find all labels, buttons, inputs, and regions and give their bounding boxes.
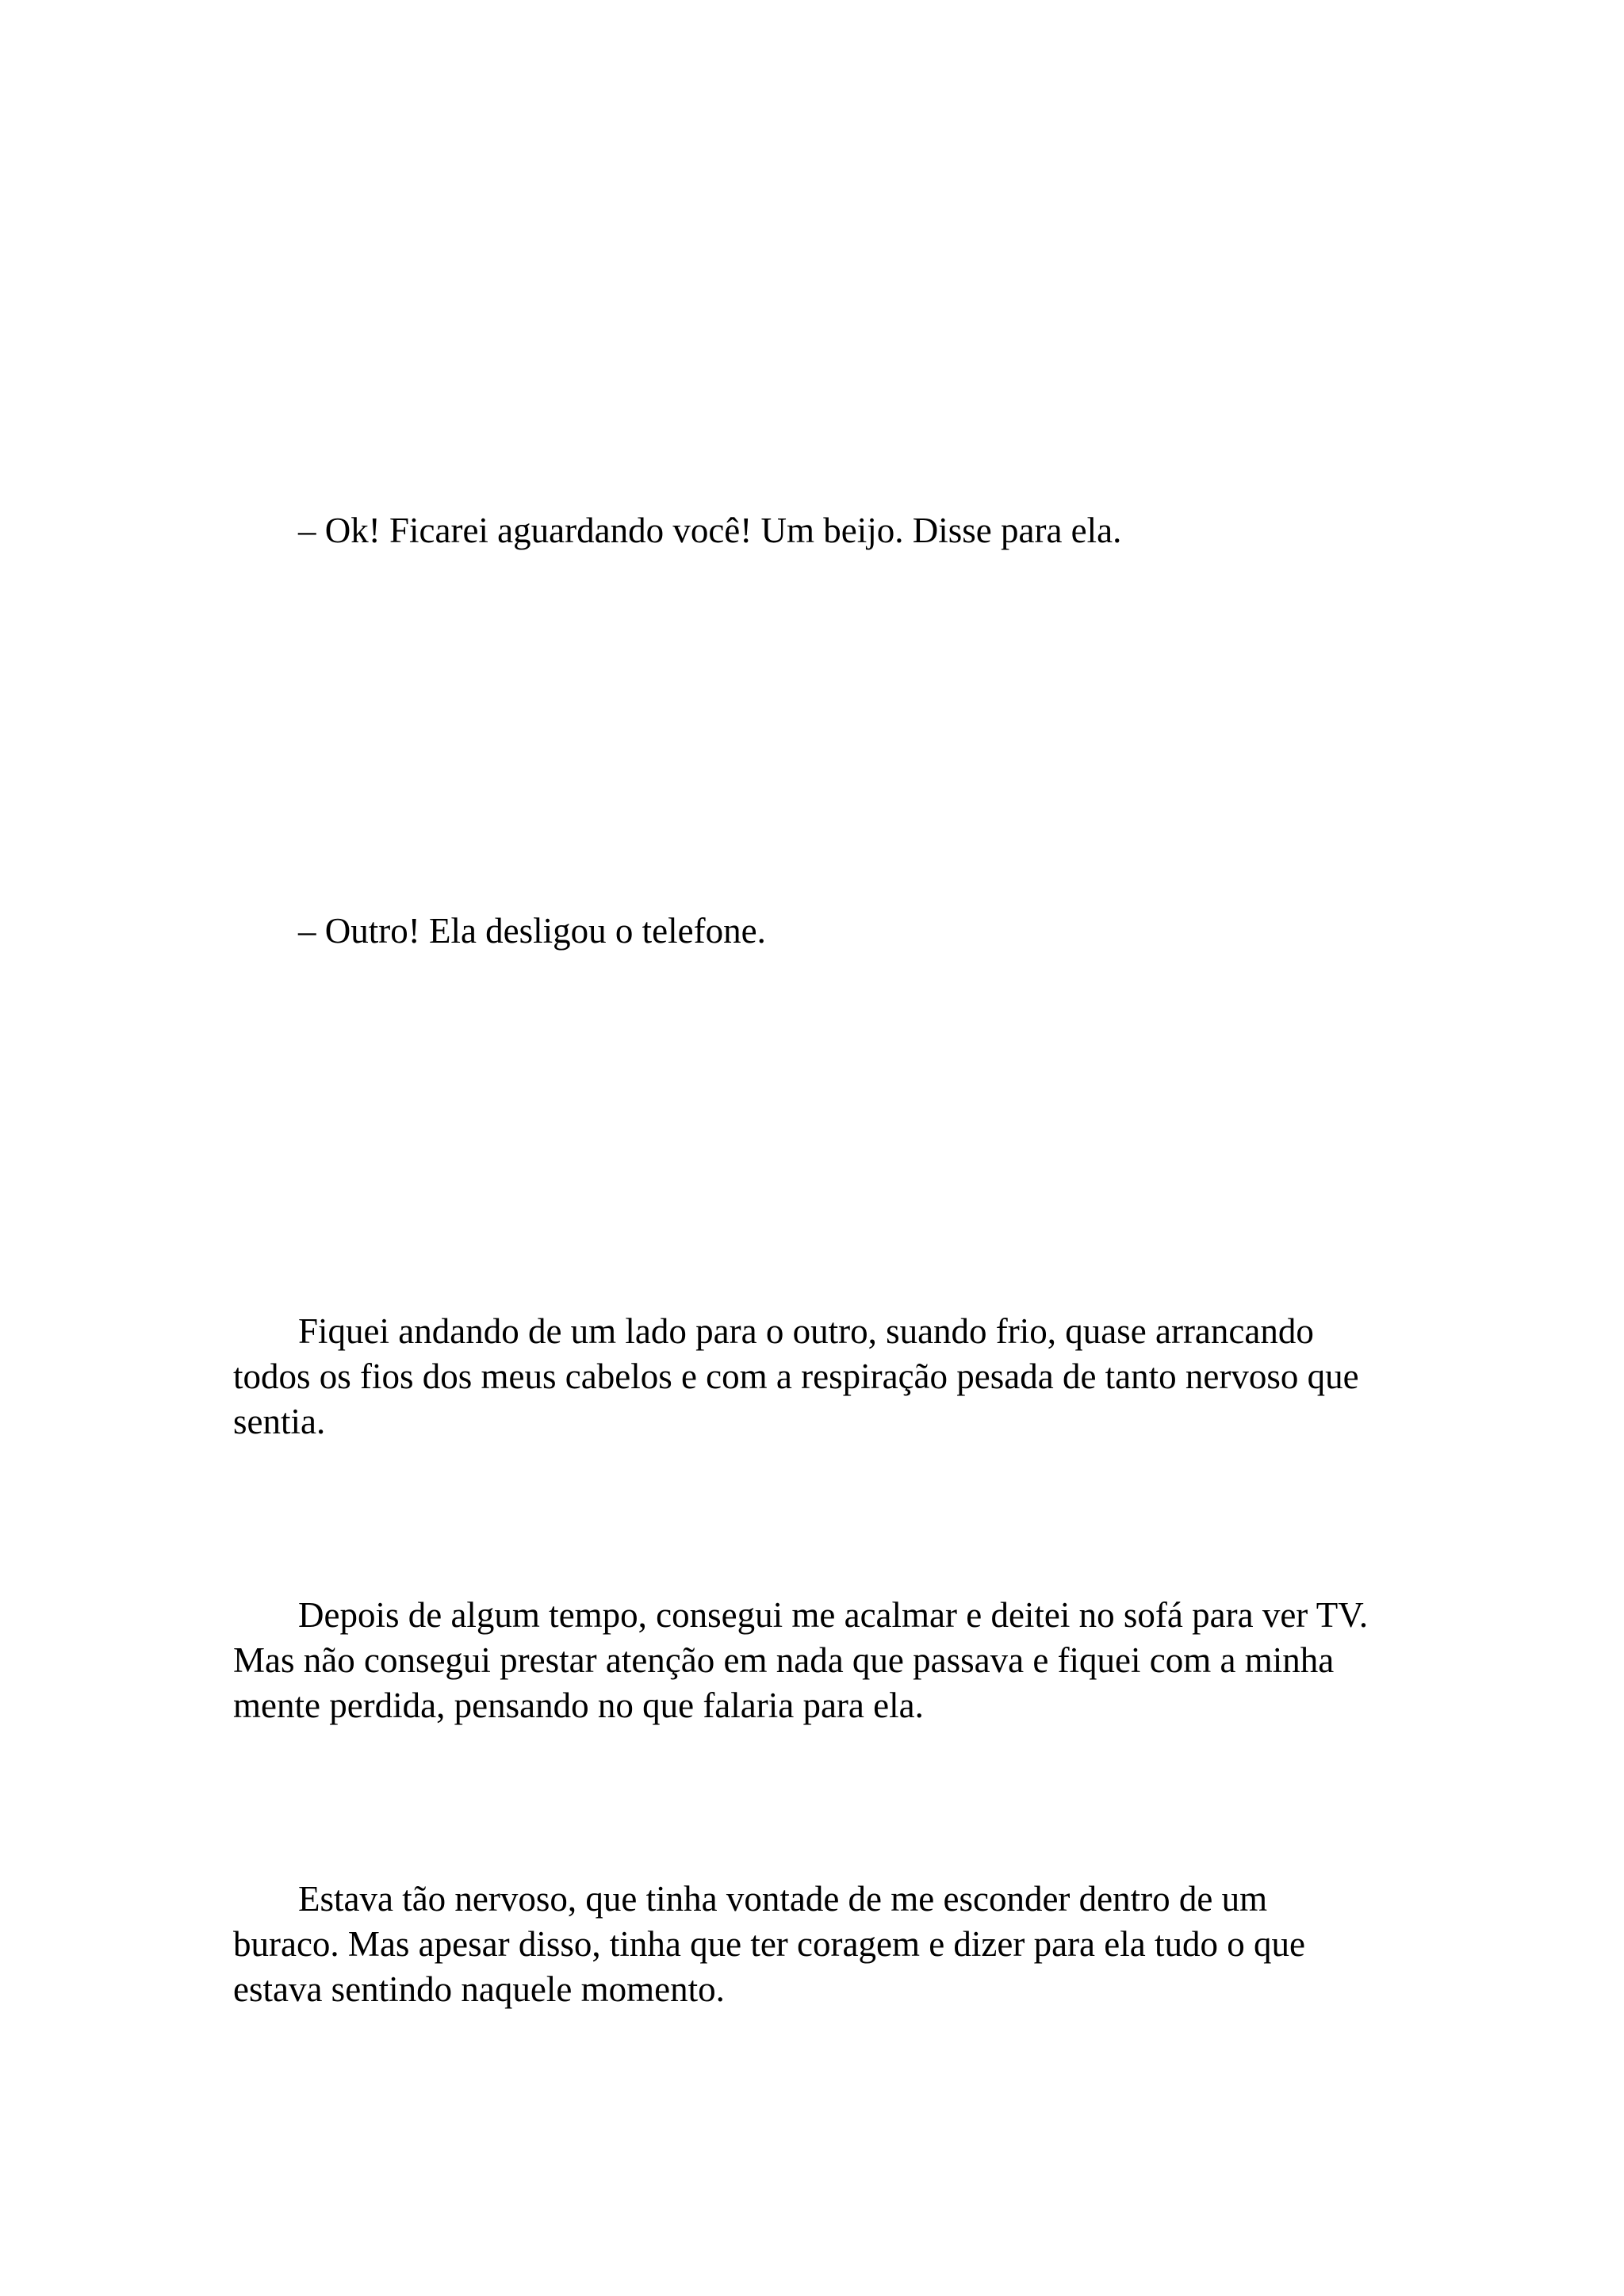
paragraph-narration-3: Estava tão nervoso, que tinha vontade de me esconder dentro de um buraco. Mas apesar disso, tinha que ter coragem e dizer para ela tudo o que estava sentindo naquele momento. (233, 1879, 1305, 2009)
paragraph-dialogue-2: – Outro! Ela desligou o telefone. (298, 911, 766, 951)
paragraph-narration-2: Depois de algum tempo, consegui me acalmar e deitei no sofá para ver TV. Mas não consegui prestar atenção em nada que passava e fiquei com a minha mente perdida, pensando no que falaria para ela. (233, 1595, 1369, 1725)
paragraph-narration-1: Fiquei andando de um lado para o outro, suando frio, quase arrancando todos os fios dos meus cabelos e com a respiração pesada de tanto nervoso que sentia. (233, 1311, 1359, 1441)
paragraph-dialogue-1: – Ok! Ficarei aguardando você! Um beijo. Disse para ela. (298, 511, 1122, 550)
